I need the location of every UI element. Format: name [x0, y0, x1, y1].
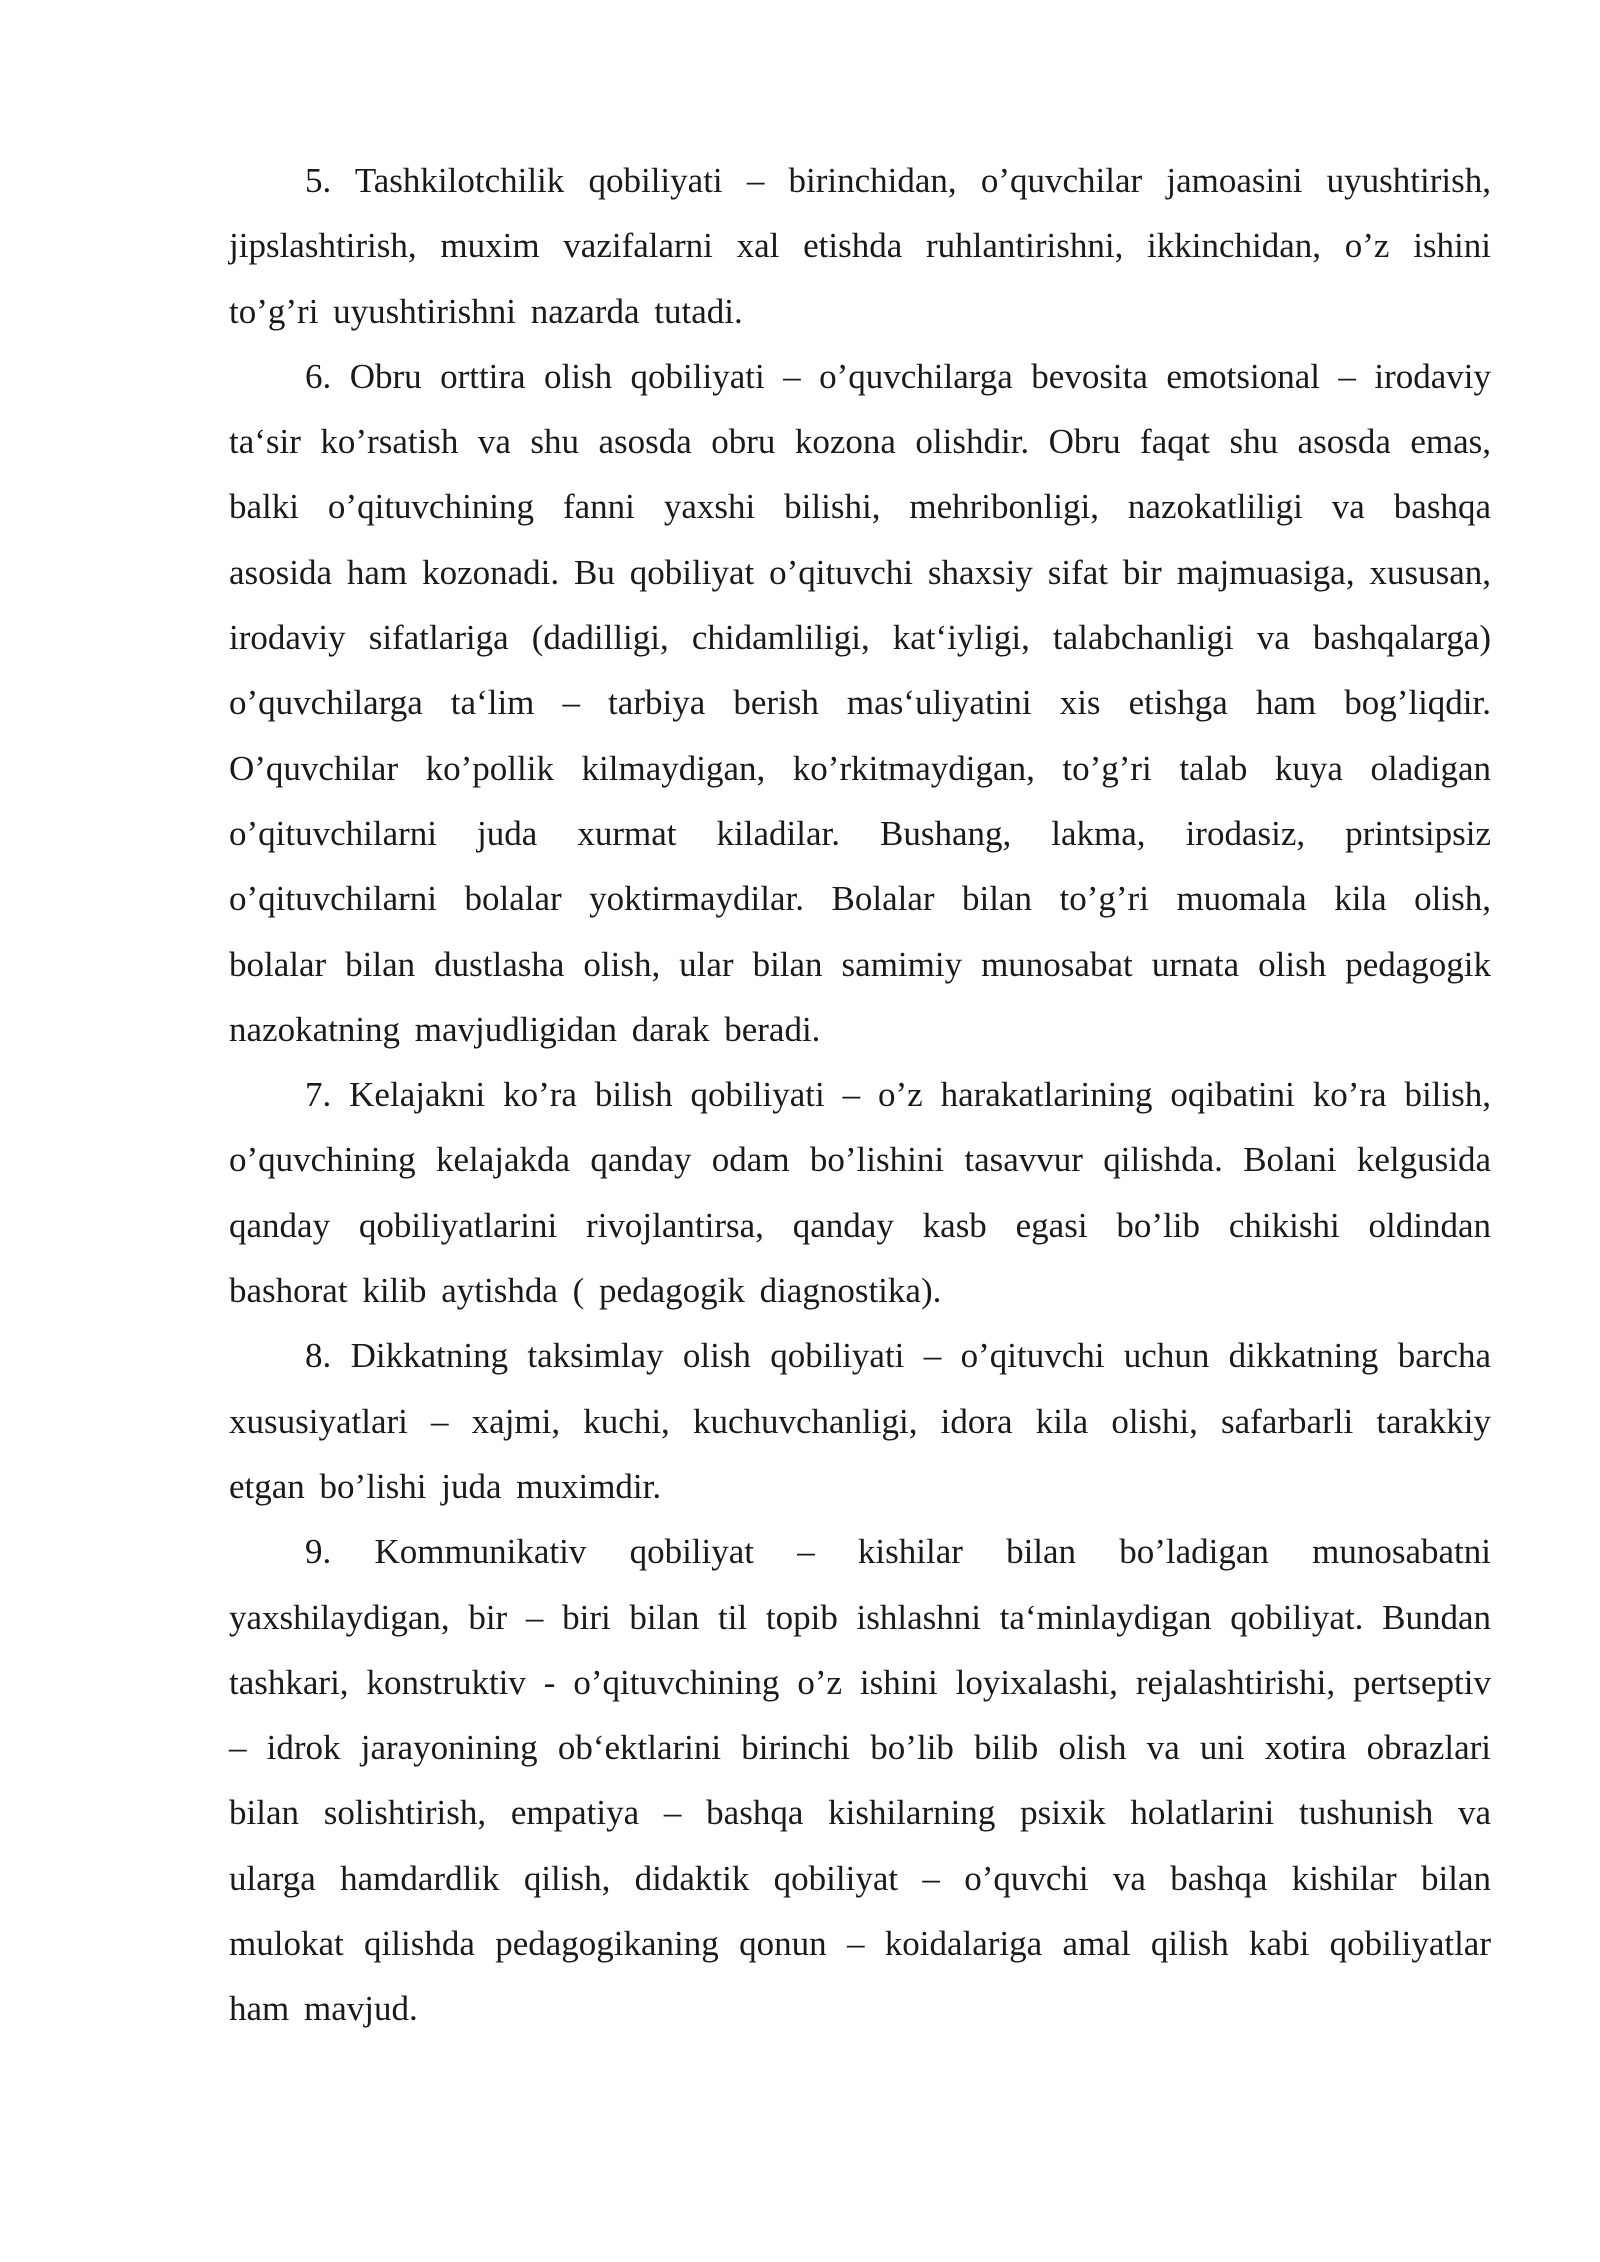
document-page — [229, 148, 1491, 2042]
paragraph-8-attention-ability: 8. Dikkatning taksimlay olish qobiliyati – o’qituvchi uchun dikkatning barcha xususiyatlari – xajmi, kuchi, kuchuvchanligi, idora kila olishi, safarbarli tarakkiy etgan bo’lishi juda muximdir. — [229, 1336, 1491, 1506]
paragraph-6-authority-ability: 6. Obru orttira olish qobiliyati – o’quvchilarga bevosita emotsional – irodaviy ta‘sir ko’rsatish va shu asosda obru kozona olishdir. Obru faqat shu asosda emas, balki o’qituvchining fanni yaxshi bilishi, mehribonligi, nazokatliligi va bashqa asosida ham kozonadi. Bu qobiliyat o’qituvchi shaxsiy sifat bir majmuasiga, xususan, irodaviy sifatlariga (dadilligi, chidamliligi, kat‘iyligi, talabchanligi va bashqalarga) o’quvchilarga ta‘lim – tarbiya berish mas‘uliyatini xis etishga ham bog’liqdir. O’quvchilar ko’pollik kilmaydigan, ko’rkitmaydigan, to’g’ri talab kuya oladigan o’qituvchilarni juda xurmat kiladilar. Bushang, lakma, irodasiz, printsipsiz o’qituvchilarni bolalar yoktirmaydilar. Bolalar bilan to’g’ri muomala kila olish, bolalar bilan dustlasha olish, ular bilan samimiy munosabat urnata olish pedagogik nazokatning mavjudligidan darak beradi. — [229, 356, 1491, 1049]
paragraph-7-foresight-ability: 7. Kelajakni ko’ra bilish qobiliyati – o’z harakatlarining oqibatini ko’ra bilish, o’quvchining kelajakda qanday odam bo’lishini tasavvur qilishda. Bolani kelgusida qanday qobiliyatlarini rivojlantirsa, qanday kasb egasi bo’lib chikishi oldindan bashorat kilib aytishda ( pedagogik diagnostika). — [229, 1075, 1491, 1311]
paragraph-5-organizational-ability: 5. Tashkilotchilik qobiliyati – birinchidan, o’quvchilar jamoasini uyushtirish, jipslashtirish, muxim vazifalarni xal etishda ruhlantirishni, ikkinchidan, o’z ishini to’g’ri uyushtirishni nazarda tutadi. — [229, 161, 1491, 331]
paragraph-9-communicative-ability: 9. Kommunikativ qobiliyat – kishilar bilan bo’ladigan munosabatni yaxshilaydigan, bir – biri bilan til topib ishlashni ta‘minlaydigan qobiliyat. Bundan tashkari, konstruktiv - o’qituvchining o’z ishini loyixalashi, rejalashtirishi, pertseptiv – idrok jarayonining ob‘ektlarini birinchi bo’lib bilib olish va uni xotira obrazlari bilan solishtirish, empatiya – bashqa kishilarning psixik holatlarini tushunish va ularga hamdardlik qilish, didaktik qobiliyat – o’quvchi va bashqa kishilar bilan mulokat qilishda pedagogikaning qonun – koidalariga amal qilish kabi qobiliyatlar ham mavjud. — [229, 1532, 1491, 2029]
